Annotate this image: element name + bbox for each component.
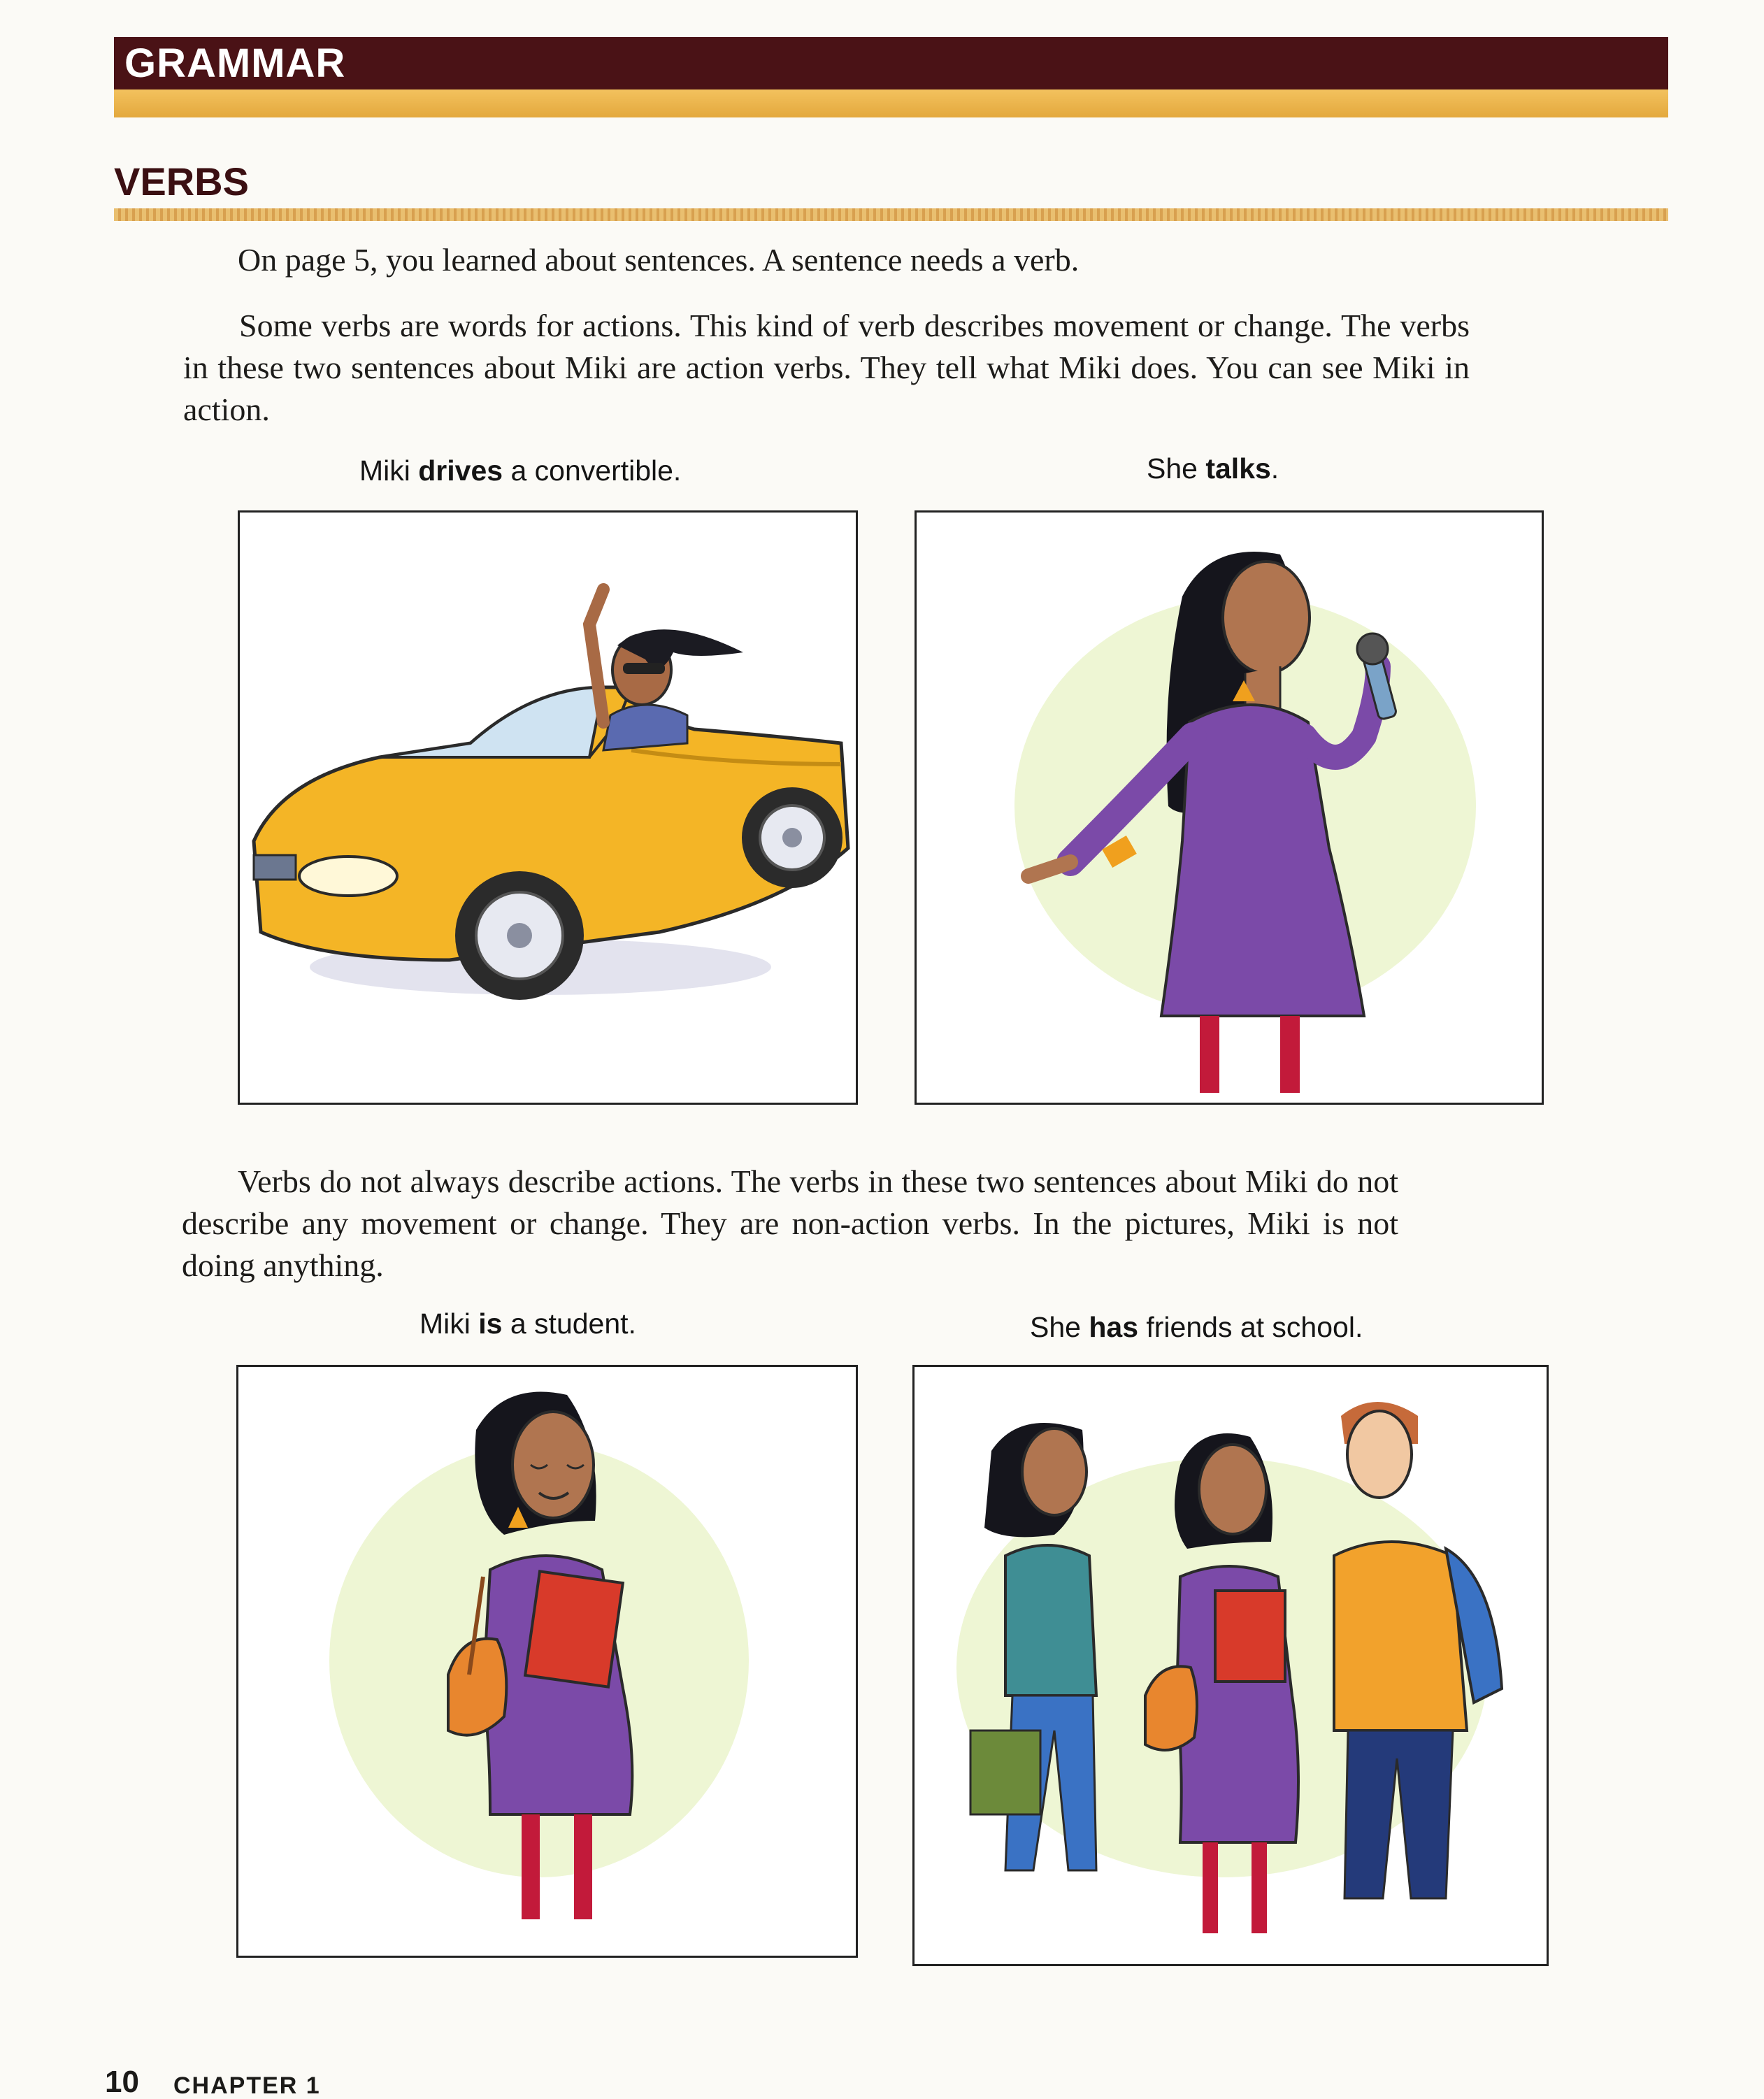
verb-drives: drives xyxy=(418,454,503,487)
car-illustration xyxy=(238,510,858,1105)
singer-illustration xyxy=(915,510,1544,1105)
grammar-banner xyxy=(114,37,1668,89)
friends-illustration xyxy=(912,1365,1549,1966)
student-illustration xyxy=(236,1365,858,1958)
caption-is: Miki is a student. xyxy=(420,1308,636,1340)
chapter-label: CHAPTER 1 xyxy=(173,2072,321,2099)
middle-paragraph: Verbs do not always describe actions. The verbs in these two sentences about Miki do not describe any movement or change. They are non-action verbs. In the pictures, Miki is not doing anything. xyxy=(182,1163,1398,1283)
verb-is: is xyxy=(478,1308,503,1340)
caption-talks: She talks. xyxy=(1147,452,1279,485)
intro-paragraph-2: Some verbs are words for actions. This kind of verb describes movement or change. The verbs in these two sentences about Miki are action verbs. They tell what Miki does. You can see Miki in action. xyxy=(183,308,1470,427)
intro-paragraph-1: On page 5, you learned about sentences. A sentence needs a verb. xyxy=(238,242,1080,278)
caption-has: She has friends at school. xyxy=(1030,1311,1363,1343)
banner-title: GRAMMAR xyxy=(124,41,346,86)
verb-has: has xyxy=(1089,1311,1138,1343)
caption-drives: Miki drives a convertible. xyxy=(359,454,682,487)
banner-stripe xyxy=(114,89,1668,117)
verb-talks: talks xyxy=(1205,452,1271,485)
section-divider xyxy=(114,208,1668,221)
page-number: 10 xyxy=(105,2065,139,2099)
section-title: VERBS xyxy=(114,159,249,203)
